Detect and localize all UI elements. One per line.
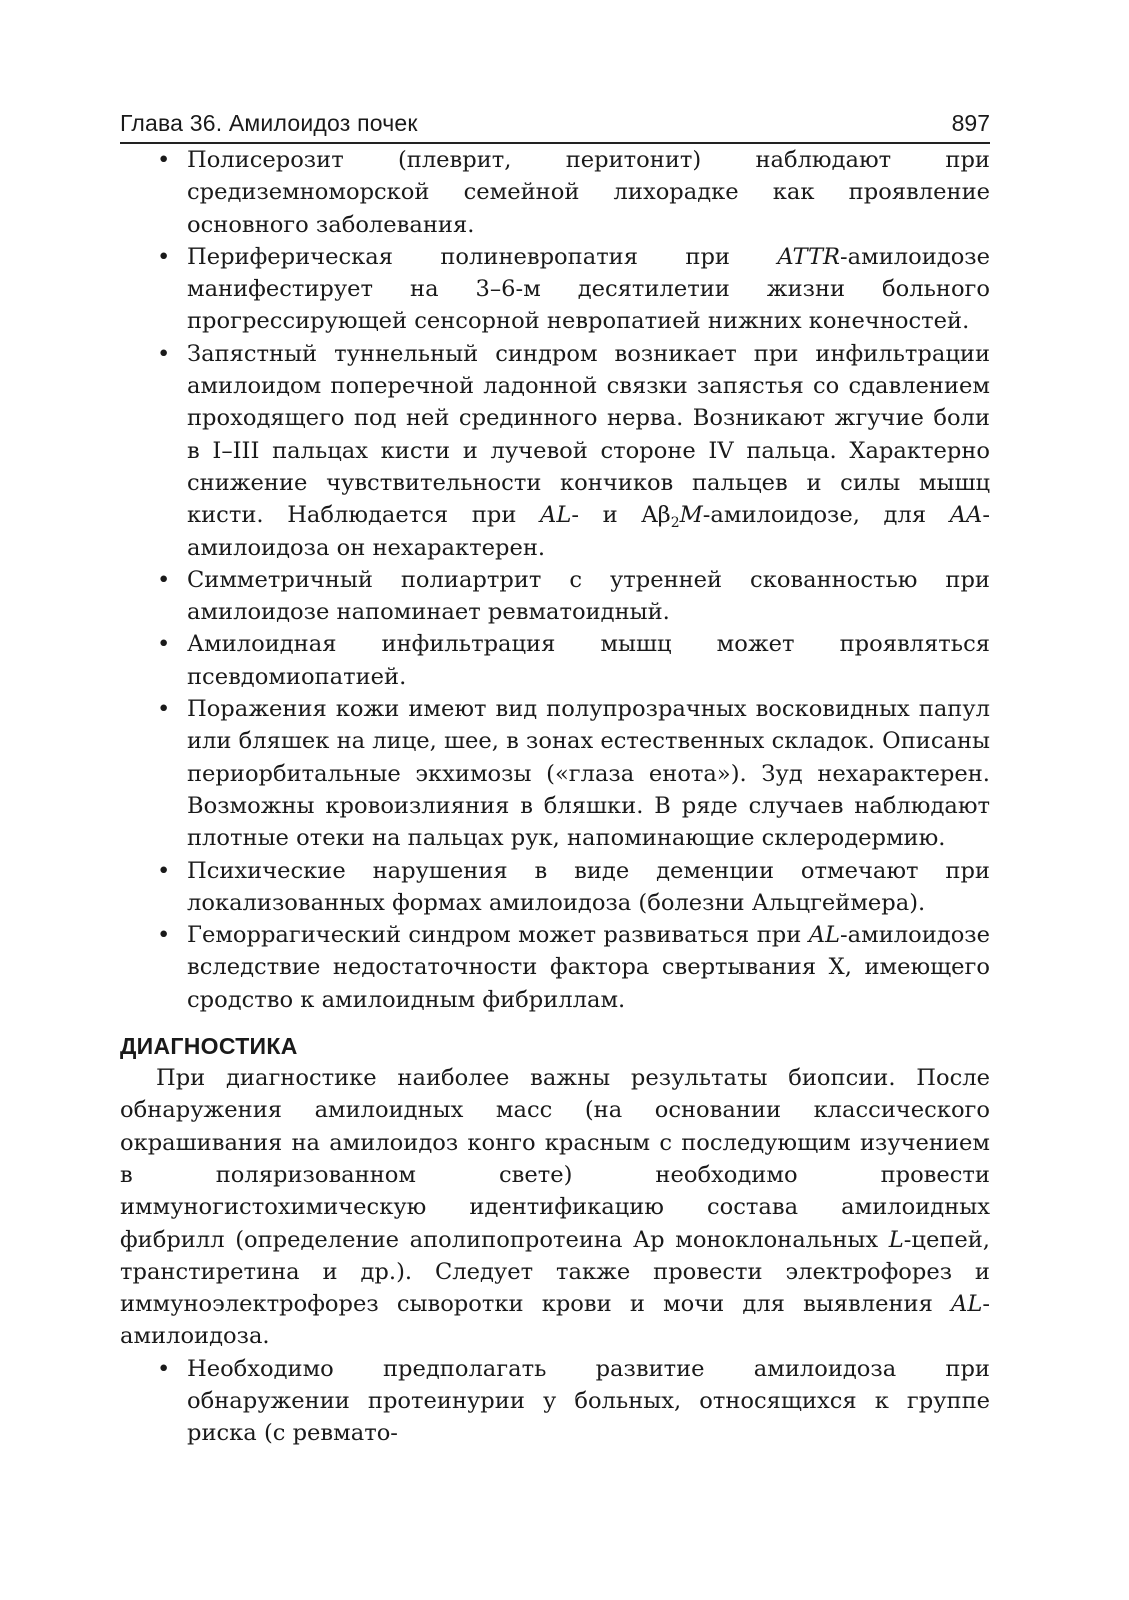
list-item: [120, 919, 990, 1016]
bullet-icon: •: [157, 631, 171, 658]
text-run: Симметричный полиартрит с утренней скованностью при амилоидозе напоминает ревматоидный.: [187, 566, 990, 626]
text-run: -амилоидоза он нехарактерен.: [187, 502, 990, 561]
list-item: [120, 693, 990, 854]
text-run: Полисерозит (плеврит, перитонит) наблюдают при средиземноморской семейной лихорадке как проявление основного заболевания.: [187, 147, 990, 238]
page-number: 897: [951, 110, 990, 136]
bullet-icon: •: [157, 696, 171, 723]
text-run: β: [657, 502, 671, 529]
text-run: AL: [540, 502, 572, 529]
bullet-icon: •: [157, 1355, 171, 1382]
diagnostic-list: [120, 1353, 990, 1450]
text-run: Запястный туннельный синдром возникает при инфильтрации амилоидом поперечной ладонной связки запястья со сдавлением проходящего под ней срединного нерва. Возникают жгучие боли в I–III пальцах кисти и лучевой стороне IV пальца. Характерно снижение чувствительности кончиков пальцев и силы мышц кисти. Наблюдается при: [187, 340, 990, 529]
text-run: - и: [571, 502, 642, 529]
text-run: -амилоидозе вследствие недостаточности фактора свертывания X, имеющего сродство к амилоидным фибриллам.: [187, 922, 990, 1013]
text-run: Психические нарушения в виде деменции отмечают при локализованных формах амилоидоза (болезни Альцгеймера).: [187, 857, 990, 916]
text-run: Поражения кожи имеют вид полупрозрачных восковидных папул или бляшек на лице, шее, в зонах естественных складок. Описаны периорбитальные экхимозы («глаза енота»). Зуд нехарактерен. Возможны кровоизлияния в бляшки. В ряде случаев наблюдают плотные отеки на пальцах рук, напоминающие склеродермию.: [187, 696, 990, 852]
list-item: [120, 628, 990, 693]
bullet-icon: •: [157, 566, 171, 593]
text-run: -амилоидозе манифестирует на 3–6-м десятилетии жизни больного прогрессирующей сенсорной невропатией нижних конечностей.: [187, 243, 990, 335]
chapter-title: Глава 36. Амилоидоз почек: [120, 110, 418, 136]
text-run: AL: [951, 1291, 983, 1318]
text-run: Периферическая полиневропатия при: [187, 243, 778, 270]
text-run: A: [641, 502, 658, 529]
list-item: [120, 1353, 990, 1450]
list-item: [120, 564, 990, 629]
bullet-icon: •: [157, 857, 171, 884]
bullet-icon: •: [157, 147, 171, 173]
text-run: -амилоидоза.: [120, 1291, 990, 1350]
text-run: AA: [949, 502, 983, 529]
page-body: [120, 144, 990, 1450]
text-run: Геморрагический синдром может развиваться при: [187, 922, 809, 949]
bullet-icon: •: [157, 243, 171, 270]
text-run: M: [679, 502, 703, 529]
text-run: AL: [808, 922, 841, 949]
text-run: -амилоидозе, для: [702, 502, 950, 529]
text-run: Амилоидная инфильтрация мышц может проявляться псевдомиопатией.: [187, 631, 990, 690]
list-item: [120, 241, 990, 338]
text-run: L: [888, 1226, 904, 1253]
document-page: [120, 104, 990, 1450]
symptom-list: [120, 144, 990, 1016]
body-paragraph: [120, 1062, 990, 1353]
running-header: [120, 104, 990, 144]
list-item: [120, 855, 990, 920]
bullet-icon: •: [157, 922, 171, 949]
text-run: Необходимо предполагать развитие амилоидоза при обнаружении протеинурии у больных, относящихся к группе риска (с ревмато-: [187, 1355, 990, 1447]
section-heading: ДИАГНОСТИКА: [120, 1033, 298, 1060]
list-item: [120, 338, 990, 564]
text-run: При диагностике наиболее важны результаты биопсии. После обнаружения амилоидных масс (на основании классического окрашивания на амилоидоз конго красным с последующим изучением в поляризованном свете) необходимо провести иммуногистохимическую идентификацию состава амилоидных фибрилл (определение аполипопротеина Ар моноклональных: [120, 1065, 990, 1253]
text-run: 2: [670, 515, 680, 532]
text-run: ATTR: [777, 243, 841, 270]
text-run: -цепей, транстиретина и др.). Следует также провести электрофорез и иммуноэлектрофорез сыворотки крови и мочи для выявления: [120, 1226, 990, 1318]
list-item: [120, 144, 990, 241]
bullet-icon: •: [157, 340, 171, 367]
